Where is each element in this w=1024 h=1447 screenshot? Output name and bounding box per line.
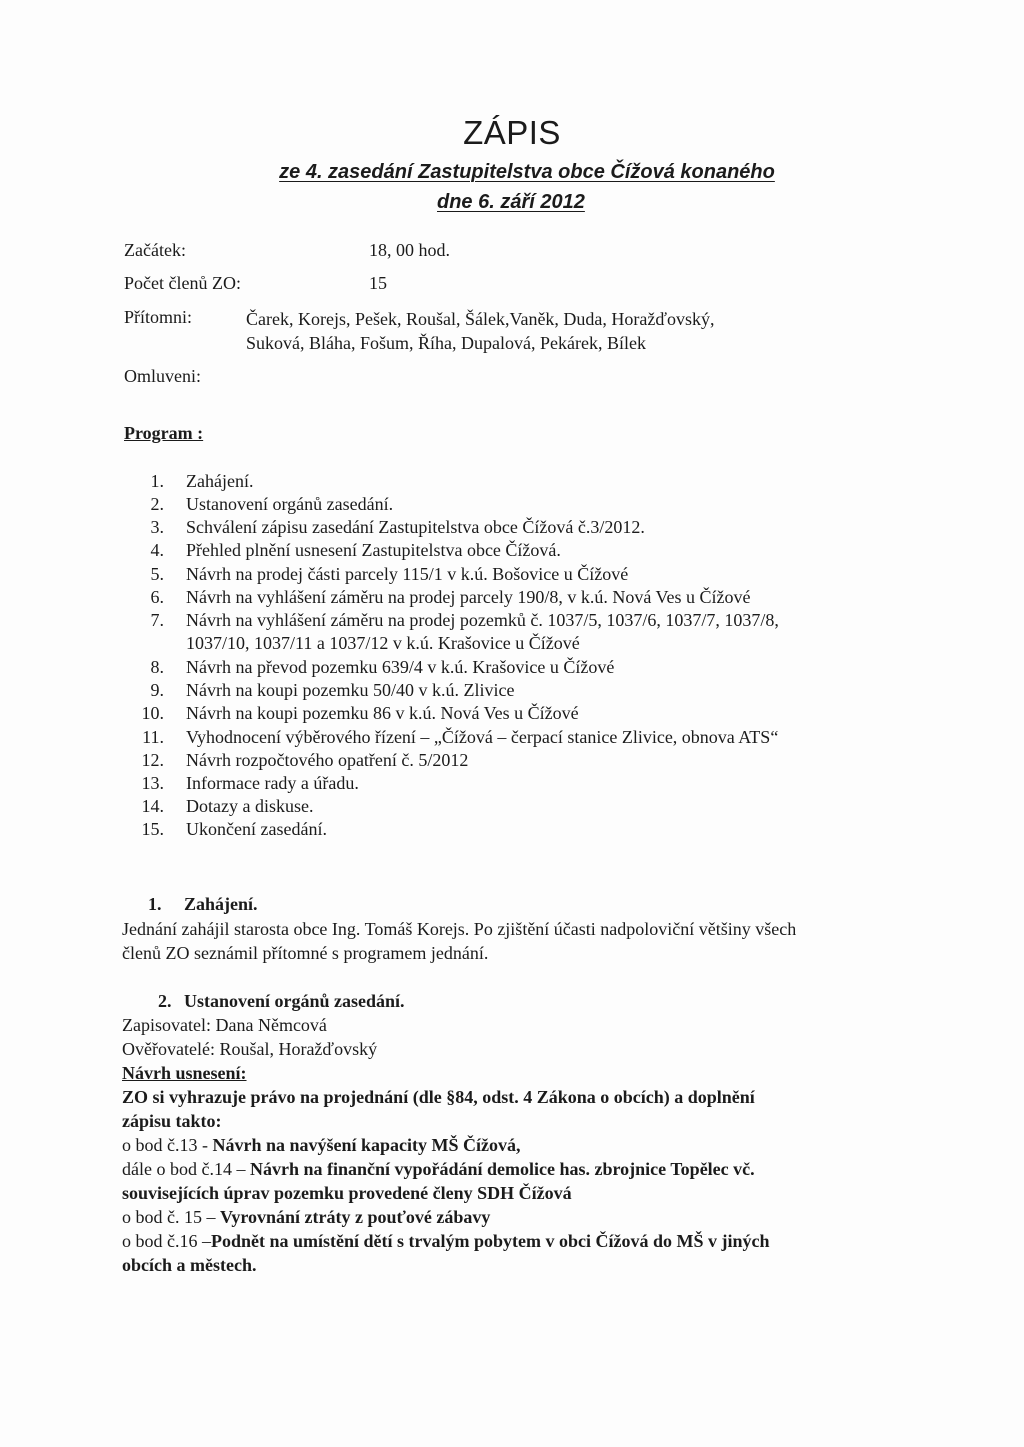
present-line-2: Suková, Bláha, Fošum, Říha, Dupalová, Pekárek, Bílek: [246, 333, 646, 353]
section-2-heading-num: 2.: [158, 991, 172, 1011]
section-2-heading: Ustanovení orgánů zasedání.: [184, 991, 405, 1011]
resolution-line-1: ZO si vyhrazuje právo na projednání (dle §84, odst. 4 Zákona o obcích) a doplnění: [122, 1087, 755, 1107]
subtitle-line-1: ze 4. zasedání Zastupitelstva obce Čížová konaného: [279, 161, 775, 183]
start-label: Začátek:: [124, 240, 186, 260]
members-value: 15: [369, 273, 387, 293]
page-title: ZÁPIS: [463, 114, 561, 151]
excused-label: Omluveni:: [124, 366, 201, 386]
start-value: 18, 00 hod.: [369, 240, 450, 260]
point-16-line-2: obcích a městech.: [122, 1255, 257, 1275]
point-14: dále o bod č.14 – Návrh na finanční vypořádání demolice has. zbrojnice Topělec vč.: [122, 1159, 755, 1179]
section-1-line-2: členů ZO seznámil přítomné s programem jednání.: [122, 943, 489, 963]
resolution-label: Návrh usnesení:: [122, 1063, 247, 1083]
program-list: 1. Zahájení. 2. Ustanovení orgánů zasedání. 3. Schválení zápisu zasedání Zastupitelstva obce Čížová č.3/2012. 4. Přehled plnění usnesení Zastupitelstva obce Čížová. 5. Návrh na prodej části parcely 115/1 v k.ú. Bošovice u Čížové 6. Návrh na vyhlášení záměru na prodej parcely 190/8, v k.ú. Nová Ves u Čížové 7. Návrh na vyhlášení záměru na prodej pozemků č. 1037/5, 1037/6, 1037/7, 1037/8, 1037/10, 1037/11 a 1037/12 v k.ú. Krašovice u Čížové 8. Návrh na převod pozemku 639/4 v k.ú. Krašovice u Čížové 9. Návrh na koupi pozemku 50/40 v k.ú. Zlivice 10. Návrh na koupi pozemku 86 v k.ú. Nová Ves u Čížové 11. Vyhodnocení výběrového řízení – „Čížová – čerpací stanice Zlivice, obnova ATS“ 12. Návrh rozpočtového opatření č. 5/2012 13. Informace rady a úřadu. 14. Dotazy a diskuse. 15. Ukončení zasedání.: [141, 471, 779, 839]
section-1-line-1: Jednání zahájil starosta obce Ing. Tomáš Korejs. Po zjištění účasti nadpoloviční většiny všech: [122, 919, 797, 939]
present-line-1: Čarek, Korejs, Pešek, Roušal, Šálek,Vaněk, Duda, Horažďovský,: [246, 309, 715, 329]
point-16: o bod č.16 –Podnět na umístění dětí s trvalým pobytem v obci Čížová do MŠ v jiných: [122, 1231, 770, 1251]
resolution-line-2: zápisu takto:: [122, 1111, 222, 1131]
point-14-line-2: souvisejících úprav pozemku provedené členy SDH Čížová: [122, 1183, 572, 1203]
program-heading: Program :: [124, 423, 204, 443]
point-15: o bod č. 15 – Vyrovnání ztráty z pouťové zábavy: [122, 1207, 491, 1227]
members-label: Počet členů ZO:: [124, 273, 241, 293]
present-label: Přítomni:: [124, 307, 193, 327]
section-1-heading: Zahájení.: [184, 894, 258, 914]
subtitle-line-2: dne 6. září 2012: [437, 191, 585, 213]
section-1-heading-num: 1.: [148, 894, 162, 914]
verifiers-line: Ověřovatelé: Roušal, Horažďovský: [122, 1039, 378, 1059]
recorder-line: Zapisovatel: Dana Němcová: [122, 1015, 327, 1035]
point-13: o bod č.13 - Návrh na navýšení kapacity MŠ Čížová,: [122, 1135, 521, 1155]
